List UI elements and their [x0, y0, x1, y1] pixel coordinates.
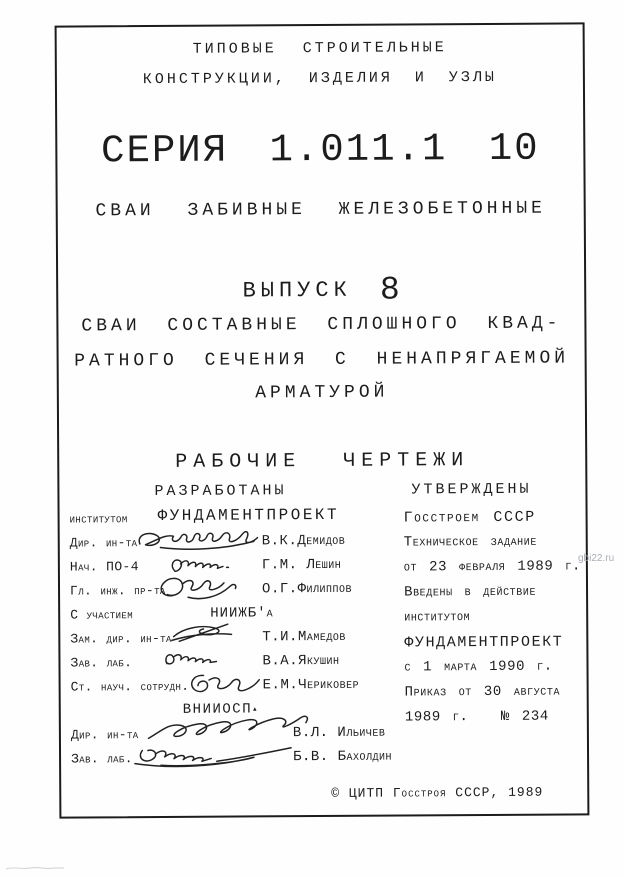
signatory-role: Ст. науч. сотрудн.: [70, 678, 190, 695]
institute-label: институтом: [69, 511, 128, 527]
signatory-row: [70, 553, 405, 579]
doc-type-title: РАБОЧИЕ ЧЕРТЕЖИ: [175, 449, 470, 474]
signature-demidov: [132, 526, 264, 555]
developed-column: [70, 505, 407, 771]
approved-line: Введены в действие: [404, 583, 537, 601]
approved-org: Госстроем СССР: [403, 508, 536, 527]
issue-title-line3: АРМАТУРОЙ: [255, 382, 389, 404]
signatory-row: [71, 721, 406, 747]
approved-column: [404, 504, 587, 730]
approved-line: Техническое задание: [403, 533, 538, 551]
signatory-role: Зав. лаб.: [71, 751, 133, 767]
signatory-name: О.Г.Филиппов: [261, 580, 353, 598]
signature-leshin: [166, 552, 258, 577]
participation-label: С участием: [70, 607, 134, 623]
signatory-row: [70, 625, 405, 651]
org-row-vniiosp: [71, 697, 406, 723]
signatory-row: [71, 673, 406, 699]
triangle-mark: ▴: [252, 704, 260, 715]
site-watermark: gbi22.ru: [578, 553, 615, 564]
approved-line: с 1 марта 1990 г.: [404, 658, 553, 676]
order-number: № 234: [500, 708, 549, 725]
participation-org: НИИЖБ'а: [210, 605, 274, 622]
institute-name: ФУНДАМЕНТПРОЕКТ: [157, 505, 340, 526]
copyright-line: © ЦИТП Госстроя СССР, 1989: [331, 784, 544, 801]
signatory-name: Т.И.Мамедов: [262, 628, 346, 646]
signatory-name: В.К.Демидов: [261, 532, 346, 550]
scan-artifact-squiggle: [4, 863, 68, 873]
signature-yakushin: [154, 648, 244, 671]
order-year: 1989 г.: [404, 709, 469, 726]
org-name: ВНИИОСП▴: [182, 701, 260, 718]
approved-header: УТВЕРЖДЕНЫ: [411, 480, 532, 499]
issue-title-line1: СВАИ СОСТАВНЫЕ СПЛОШНОГО КВАД-: [81, 313, 562, 337]
issue-line: [58, 270, 584, 310]
approved-line: от 23 февраля 1989 г.: [403, 558, 581, 576]
signatory-name: В.Л. Ильичев: [292, 724, 386, 742]
developed-header: РАЗРАБОТАНЫ: [154, 482, 287, 501]
signatory-role: Дир. ин-та: [69, 535, 138, 551]
page-border-frame: [55, 22, 590, 818]
approved-institute: ФУНДАМЕНТПРОЕКТ: [404, 633, 564, 652]
issue-title-line2: РАТНОГО СЕЧЕНИЯ С НЕНАПРЯГАЕМОЙ: [74, 348, 570, 372]
order-number-row: [405, 704, 587, 730]
issue-number: 8: [379, 271, 400, 309]
signatory-row: [71, 745, 406, 771]
approved-line: Приказ от 30 августа: [404, 683, 561, 701]
signatory-role: Зам. дир. ин-та: [70, 630, 172, 647]
org-header-line1: ТИПОВЫЕ СТРОИТЕЛЬНЫЕ: [192, 39, 447, 58]
participation-row: [70, 601, 405, 627]
document-title: СВАИ ЗАБИВНЫЕ ЖЕЛЕЗОБЕТОННЫЕ: [95, 198, 546, 222]
signatory-name: В.А.Якушин: [262, 652, 340, 670]
signatory-role: Зав. лаб.: [70, 655, 133, 671]
org-header-line2: КОНСТРУКЦИИ, ИЗДЕЛИЯ И УЗЛЫ: [142, 68, 497, 89]
signatory-role: Гл. инж. пр-та: [69, 582, 166, 599]
signatory-role: Дир. ин-та: [70, 727, 139, 743]
signatory-name: Е.М.Чериковер: [262, 676, 360, 694]
signatory-name: Г.М. Лешин: [261, 556, 342, 574]
series-title: СЕРИЯ 1.011.1 10: [100, 126, 540, 174]
signatory-row: [70, 577, 405, 603]
signatory-row: [70, 649, 405, 675]
signatory-role: Нач. ПО-4: [69, 559, 139, 575]
issue-label: ВЫПУСК: [242, 277, 352, 304]
approved-line: институтом: [404, 609, 471, 626]
signature-cherikover: [183, 671, 263, 697]
developer-institute-row: [70, 505, 405, 531]
signatory-name: Б.В. Бахолдин: [293, 748, 393, 766]
signatory-row: [70, 529, 405, 555]
